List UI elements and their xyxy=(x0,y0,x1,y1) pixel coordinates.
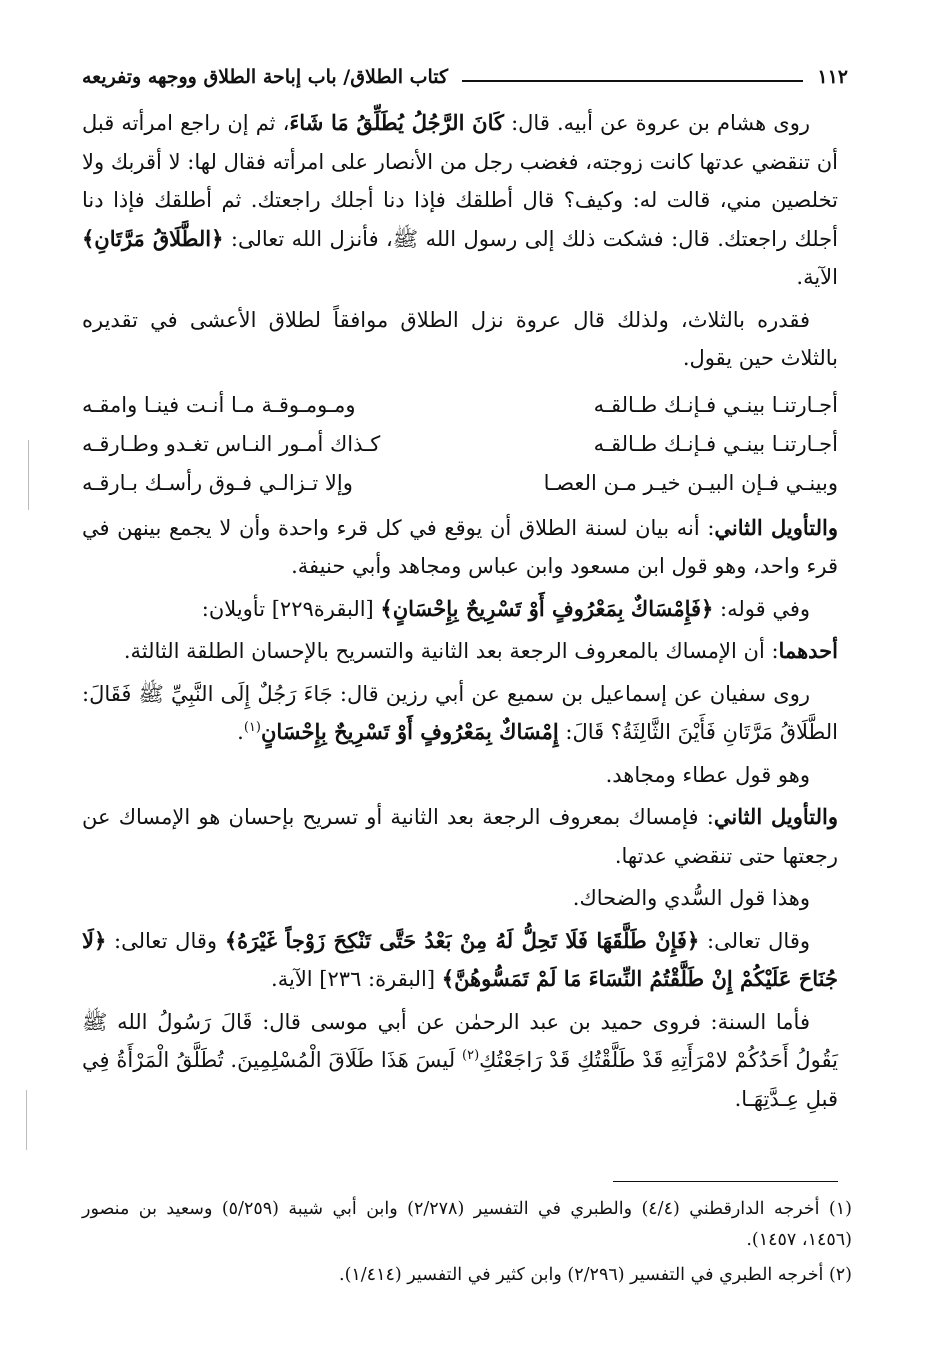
footnote-ref[interactable]: (٢) xyxy=(462,1048,480,1063)
quran-quote: ﴿الطَّلَاقُ مَرَّتَانِ﴾ xyxy=(82,225,224,251)
footnote-ref[interactable]: (١) xyxy=(243,720,261,735)
header-rule xyxy=(462,80,803,82)
running-header xyxy=(82,62,848,92)
hadith-quote: لَيسَ هَذَا طَلَاقَ الْمُسْلِمِينَ. تُطَلَّقُ الْمَرْأَةُ فِي قبلِ عِـدَّتِهَـا xyxy=(82,1048,838,1111)
quran-quote: ﴿لَا جُنَاحَ عَلَيْكُمْ إِنْ طَلَّقْتُمُ النِّسَاءَ مَا لَمْ تَمَسُّوهُنَّ﴾ xyxy=(82,927,838,991)
paragraph-lead: والتأويل الثاني xyxy=(713,804,838,829)
quran-quote: إِمْسَاكٌ بِمَعْرُوفٍ أَوْ تَسْرِيحٌ بِإِحْسَانٍ xyxy=(260,719,559,744)
text-run: وقال تعالى: xyxy=(106,928,225,953)
paragraph-quran-verses xyxy=(82,922,838,999)
paragraph-second-interpretation-b xyxy=(82,798,838,875)
verse-second-hemistich: وإلا تـزالـي فـوق رأسـك بـارقـه xyxy=(82,470,353,495)
text-run: [البقرة: ٢٣٦] الآية. xyxy=(271,967,442,991)
quran-quote: ﴿فَإِنْ طَلَّقَهَا فَلَا تَحِلُّ لَهُ مِنْ بَعْدُ حَتَّى تَنْكِحَ زَوْجاً غَيْرَهُ﴾ xyxy=(224,927,700,953)
paragraph-second-interpretation xyxy=(82,509,838,586)
text-run: : أنه بيان لسنة الطلاق أن يوقع في كل قرء واحدة وأن لا يجمع بينهن في قرء واحد، وهو قول ابن مسعود وابن عباس ومجاهد وأبي حنيفة. xyxy=(82,515,838,578)
text-run: فأما السنة: فروى حميد بن عبد الرحمٰن عن أبي موسى قال: xyxy=(252,1009,810,1034)
text-run: ، ثم إن راجع امرأته قبل أن تنقضي عدتها كانت زوجته، فغضب رجل من الأنصار على امرأته فقال لها: لا أقربك ولا تخلصين مني، قالت له: وكيف؟ قال أطلقك فإذا دنا أجلك راجعتك. ثم أطلقك فإذا دنا أجلك راجعتك. قال: فشكت ذلك إلى رسول الله ﷺ، فأنزل الله تعالى: xyxy=(82,111,838,251)
text-run: روى سفيان عن إسماعيل بن سميع عن أبي رزين قال: xyxy=(332,681,810,706)
paragraph-lead: أحدهما xyxy=(778,638,838,663)
hadith-quote: قَالَ رَسُولُ الله ﷺ يَقُولُ أَحَدُكُمْ لامْرَأَتِهِ قَدْ طَلَّقْتُكِ قَدْ رَاجَعْتُكِ xyxy=(82,1009,838,1072)
poem-verse xyxy=(82,386,838,425)
page-body xyxy=(82,104,838,1122)
verse-first-hemistich: أجـارتنـا بينـي فـإنـك طـالقـه xyxy=(593,431,838,456)
footnote-2: (٢) أخرجه الطبري في التفسير (٢/٢٩٦) وابن كثير في التفسير (١/٤١٤). xyxy=(339,1265,852,1285)
text-run: روى هشام بن عروة عن أبيه. قال: xyxy=(503,111,810,135)
page-number: ١١٢ xyxy=(817,66,848,88)
verse-second-hemistich: ومـومـوقـة مـا أنـت فينـا وامقـه xyxy=(82,392,356,417)
footnote-separator xyxy=(613,1181,838,1182)
paragraph-three-count: فقدره بالثلاث، ولذلك قال عروة نزل الطلاق موافقاً لطلاق الأعشى في تقديره بالثلاث حين يقول. xyxy=(82,307,838,370)
verse-first-hemistich: أجـارتنـا بينـي فـإنـك طـالقـه xyxy=(593,392,838,417)
paragraph-sunnah xyxy=(82,1003,838,1119)
footnotes xyxy=(82,1194,852,1295)
text-run: الآية. xyxy=(796,265,838,289)
text-run: . xyxy=(734,1086,742,1111)
paragraph-first-of-two xyxy=(82,632,838,671)
poem-verses xyxy=(82,386,838,503)
footnote-1: (١) أخرجه الدارقطني (٤/٤) والطبري في التفسير (٢/٢٧٨) وابن أبي شيبة (٥/٢٥٩) وسعيد بن منصور (١٤٥٦، ١٤٥٧). xyxy=(82,1199,852,1250)
running-title: كتاب الطلاق/ باب إباحة الطلاق ووجهه وتفريعه xyxy=(82,66,449,88)
poem-verse xyxy=(82,464,838,503)
text-run: وقال تعالى: xyxy=(699,928,811,953)
text-run: [البقرة٢٢٩] تأويلان: xyxy=(201,596,381,621)
verse-second-hemistich: كـذاك أمـور النـاس تغـدو وطـارقـه xyxy=(82,431,381,456)
verse-first-hemistich: وبينـي فـإن البيـن خيـر مـن العصـا xyxy=(543,470,838,495)
paragraph-hisham-narration xyxy=(82,104,838,297)
text-run: . xyxy=(237,720,244,744)
paragraph-lead: والتأويل الثاني xyxy=(714,514,838,540)
paragraph-sufyan-narration xyxy=(82,675,838,752)
poem-verse xyxy=(82,425,838,464)
paragraph-suddi: وهذا قول السُّدي والضحاك. xyxy=(572,886,810,910)
text-run: : فإمساك بمعروف الرجعة بعد الثانية أو تسريح بإحسان هو الإمساك عن رجعتها حتى تنقضي عدتها. xyxy=(82,805,838,868)
hadith-quote: جَاءَ رَجُلٌ إِلَى النَّبِيِّ ﷺ فَقَالَ: الطَّلَاقُ مَرَّتَانِ فَأَيْنَ الثَّالِثَةُ؟ قَالَ: xyxy=(82,681,838,744)
quran-quote: ﴿فَإِمْسَاكٌ بِمَعْرُوفٍ أَوْ تَسْرِيحٌ بِإِحْسَانٍ﴾ xyxy=(380,595,714,621)
text-run: : أن الإمساك بالمعروف الرجعة بعد الثانية والتسريح بالإحسان الطلقة الثالثة. xyxy=(123,639,779,663)
paragraph-ata-mujahid: وهو قول عطاء ومجاهد. xyxy=(605,762,810,787)
hadith-quote: كَانَ الرَّجُلُ يُطَلِّقُ مَا شَاءَ xyxy=(289,110,504,135)
scan-edge-mark xyxy=(26,1090,27,1150)
scan-edge-mark xyxy=(28,440,29,510)
paragraph-two-interpretations xyxy=(82,590,838,629)
text-run: وفي قوله: xyxy=(713,596,810,621)
